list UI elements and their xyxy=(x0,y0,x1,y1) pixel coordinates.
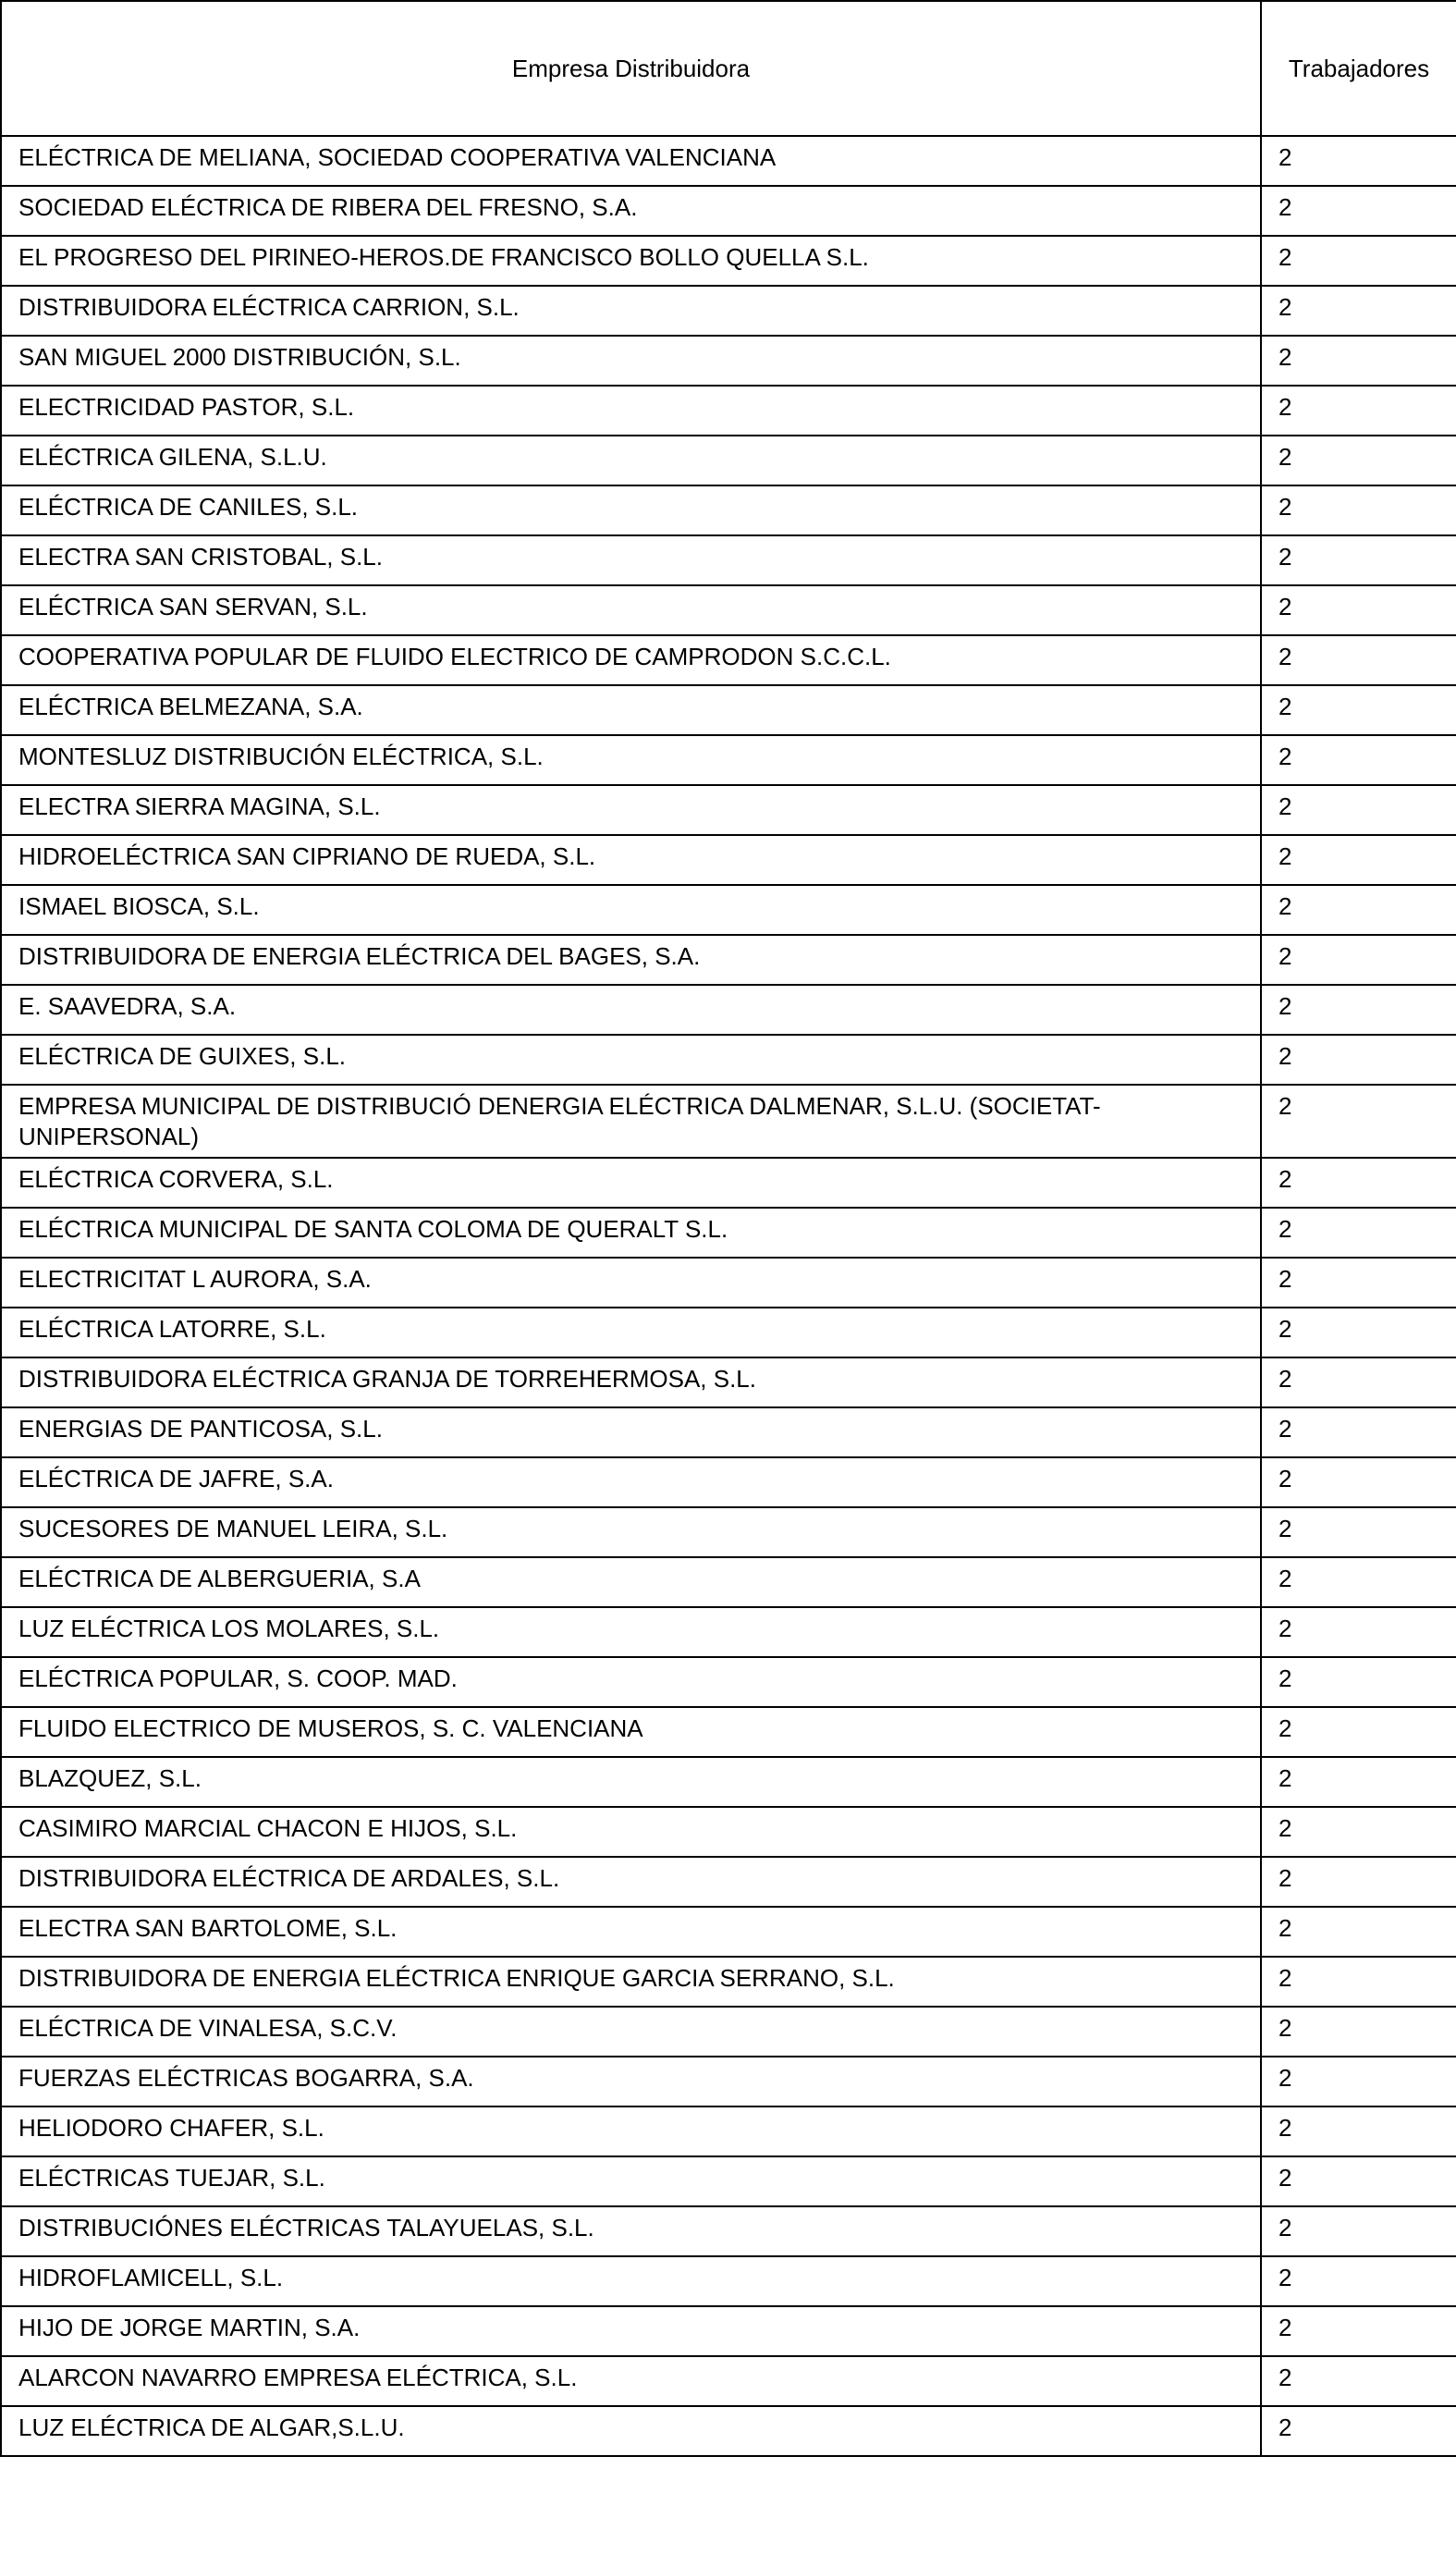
table-row xyxy=(1,2256,1456,2306)
table-row xyxy=(1,1907,1456,1957)
workers-count-cell: 2 xyxy=(1261,436,1456,485)
company-name-cell: BLAZQUEZ, S.L. xyxy=(1,1757,1261,1807)
company-name-cell: ELECTRA SIERRA MAGINA, S.L. xyxy=(1,785,1261,835)
company-name-cell: ELÉCTRICA DE JAFRE, S.A. xyxy=(1,1457,1261,1507)
company-name-cell: SUCESORES DE MANUEL LEIRA, S.L. xyxy=(1,1507,1261,1557)
company-name-cell: ELECTRA SAN BARTOLOME, S.L. xyxy=(1,1907,1261,1957)
company-name-cell: ELÉCTRICA DE GUIXES, S.L. xyxy=(1,1035,1261,1085)
table-row xyxy=(1,186,1456,236)
workers-count-cell: 2 xyxy=(1261,1557,1456,1607)
company-name-cell: EL PROGRESO DEL PIRINEO-HEROS.DE FRANCISCO BOLLO QUELLA S.L. xyxy=(1,236,1261,286)
table-row xyxy=(1,835,1456,885)
company-name-cell: ELÉCTRICA SAN SERVAN, S.L. xyxy=(1,585,1261,635)
workers-count-cell: 2 xyxy=(1261,2306,1456,2356)
workers-count-cell: 2 xyxy=(1261,635,1456,685)
company-name-cell: SOCIEDAD ELÉCTRICA DE RIBERA DEL FRESNO, S.A. xyxy=(1,186,1261,236)
workers-count-cell: 2 xyxy=(1261,985,1456,1035)
company-name-cell: CASIMIRO MARCIAL CHACON E HIJOS, S.L. xyxy=(1,1807,1261,1857)
company-name-cell: DISTRIBUIDORA ELÉCTRICA CARRION, S.L. xyxy=(1,286,1261,336)
header-company: Empresa Distribuidora xyxy=(1,1,1261,136)
company-name-cell: COOPERATIVA POPULAR DE FLUIDO ELECTRICO DE CAMPRODON S.C.C.L. xyxy=(1,635,1261,685)
table-row xyxy=(1,1607,1456,1657)
company-name-cell: ELECTRICITAT L AURORA, S.A. xyxy=(1,1258,1261,1308)
workers-count-cell: 2 xyxy=(1261,2156,1456,2206)
workers-count-cell: 2 xyxy=(1261,1707,1456,1757)
workers-count-cell: 2 xyxy=(1261,1907,1456,1957)
workers-count-cell: 2 xyxy=(1261,1507,1456,1557)
company-name-cell: FUERZAS ELÉCTRICAS BOGARRA, S.A. xyxy=(1,2057,1261,2106)
table-row xyxy=(1,2306,1456,2356)
company-name-cell: ALARCON NAVARRO EMPRESA ELÉCTRICA, S.L. xyxy=(1,2356,1261,2406)
workers-count-cell: 2 xyxy=(1261,935,1456,985)
workers-count-cell: 2 xyxy=(1261,585,1456,635)
header-workers: Trabajadores xyxy=(1261,1,1456,136)
company-name-cell: ELÉCTRICA LATORRE, S.L. xyxy=(1,1308,1261,1357)
company-name-cell: HIDROFLAMICELL, S.L. xyxy=(1,2256,1261,2306)
company-name-cell: ELÉCTRICA DE ALBERGUERIA, S.A xyxy=(1,1557,1261,1607)
workers-count-cell: 2 xyxy=(1261,1158,1456,1208)
company-name-cell: DISTRIBUIDORA DE ENERGIA ELÉCTRICA ENRIQUE GARCIA SERRANO, S.L. xyxy=(1,1957,1261,2007)
company-name-cell: HELIODORO CHAFER, S.L. xyxy=(1,2106,1261,2156)
company-name-cell: DISTRIBUIDORA ELÉCTRICA GRANJA DE TORREHERMOSA, S.L. xyxy=(1,1357,1261,1407)
workers-count-cell: 2 xyxy=(1261,2356,1456,2406)
table-row xyxy=(1,336,1456,386)
workers-count-cell: 2 xyxy=(1261,1357,1456,1407)
workers-count-cell: 2 xyxy=(1261,785,1456,835)
workers-count-cell: 2 xyxy=(1261,2406,1456,2456)
table-row xyxy=(1,1957,1456,2007)
table-row xyxy=(1,1085,1456,1158)
table-row xyxy=(1,1557,1456,1607)
workers-count-cell: 2 xyxy=(1261,336,1456,386)
company-name-cell: ELÉCTRICA MUNICIPAL DE SANTA COLOMA DE QUERALT S.L. xyxy=(1,1208,1261,1258)
company-name-cell: ELÉCTRICA GILENA, S.L.U. xyxy=(1,436,1261,485)
workers-count-cell: 2 xyxy=(1261,1857,1456,1907)
table-row xyxy=(1,236,1456,286)
company-name-cell: HIJO DE JORGE MARTIN, S.A. xyxy=(1,2306,1261,2356)
company-name-cell: MONTESLUZ DISTRIBUCIÓN ELÉCTRICA, S.L. xyxy=(1,735,1261,785)
company-name-cell: ELÉCTRICA DE CANILES, S.L. xyxy=(1,485,1261,535)
workers-count-cell: 2 xyxy=(1261,1457,1456,1507)
table-row xyxy=(1,885,1456,935)
workers-count-cell: 2 xyxy=(1261,236,1456,286)
company-name-cell: ELÉCTRICA BELMEZANA, S.A. xyxy=(1,685,1261,735)
company-name-cell: SAN MIGUEL 2000 DISTRIBUCIÓN, S.L. xyxy=(1,336,1261,386)
company-name-cell: ELÉCTRICAS TUEJAR, S.L. xyxy=(1,2156,1261,2206)
company-name-cell: ELÉCTRICA DE MELIANA, SOCIEDAD COOPERATIVA VALENCIANA xyxy=(1,136,1261,186)
table-row xyxy=(1,2106,1456,2156)
workers-count-cell: 2 xyxy=(1261,2206,1456,2256)
company-name-cell: ELÉCTRICA DE VINALESA, S.C.V. xyxy=(1,2007,1261,2057)
table-row xyxy=(1,1308,1456,1357)
company-name-cell: LUZ ELÉCTRICA LOS MOLARES, S.L. xyxy=(1,1607,1261,1657)
table-row xyxy=(1,2206,1456,2256)
workers-count-cell: 2 xyxy=(1261,1757,1456,1807)
table-row xyxy=(1,685,1456,735)
table-row xyxy=(1,2057,1456,2106)
workers-count-cell: 2 xyxy=(1261,535,1456,585)
table-row xyxy=(1,485,1456,535)
workers-count-cell: 2 xyxy=(1261,735,1456,785)
table-row xyxy=(1,1208,1456,1258)
workers-count-cell: 2 xyxy=(1261,186,1456,236)
workers-count-cell: 2 xyxy=(1261,136,1456,186)
workers-count-cell: 2 xyxy=(1261,1607,1456,1657)
workers-count-cell: 2 xyxy=(1261,685,1456,735)
table-row xyxy=(1,1757,1456,1807)
table-row xyxy=(1,535,1456,585)
table-row xyxy=(1,935,1456,985)
table-row xyxy=(1,1457,1456,1507)
company-name-cell: ELÉCTRICA POPULAR, S. COOP. MAD. xyxy=(1,1657,1261,1707)
table-row xyxy=(1,1357,1456,1407)
table-row xyxy=(1,735,1456,785)
company-name-cell: DISTRIBUCIÓNES ELÉCTRICAS TALAYUELAS, S.L. xyxy=(1,2206,1261,2256)
company-name-cell: ELÉCTRICA CORVERA, S.L. xyxy=(1,1158,1261,1208)
table-row xyxy=(1,2156,1456,2206)
table-row xyxy=(1,985,1456,1035)
table-row xyxy=(1,1857,1456,1907)
table-row xyxy=(1,635,1456,685)
company-name-cell: EMPRESA MUNICIPAL DE DISTRIBUCIÓ DENERGIA ELÉCTRICA DALMENAR, S.L.U. (SOCIETAT-UNIPERSONAL) xyxy=(1,1085,1261,1158)
workers-count-cell: 2 xyxy=(1261,2057,1456,2106)
table-row xyxy=(1,2356,1456,2406)
workers-count-cell: 2 xyxy=(1261,1035,1456,1085)
workers-count-cell: 2 xyxy=(1261,1657,1456,1707)
company-name-cell: E. SAAVEDRA, S.A. xyxy=(1,985,1261,1035)
table-row xyxy=(1,2007,1456,2057)
workers-count-cell: 2 xyxy=(1261,1957,1456,2007)
table-row xyxy=(1,1258,1456,1308)
table-row xyxy=(1,585,1456,635)
workers-count-cell: 2 xyxy=(1261,386,1456,436)
company-name-cell: ELECTRA SAN CRISTOBAL, S.L. xyxy=(1,535,1261,585)
table-row xyxy=(1,136,1456,186)
workers-count-cell: 2 xyxy=(1261,885,1456,935)
workers-count-cell: 2 xyxy=(1261,485,1456,535)
workers-count-cell: 2 xyxy=(1261,2256,1456,2306)
company-name-cell: ENERGIAS DE PANTICOSA, S.L. xyxy=(1,1407,1261,1457)
company-name-cell: HIDROELÉCTRICA SAN CIPRIANO DE RUEDA, S.L. xyxy=(1,835,1261,885)
table-row xyxy=(1,1407,1456,1457)
workers-count-cell: 2 xyxy=(1261,1085,1456,1158)
company-name-cell: LUZ ELÉCTRICA DE ALGAR,S.L.U. xyxy=(1,2406,1261,2456)
workers-count-cell: 2 xyxy=(1261,2106,1456,2156)
table-row xyxy=(1,436,1456,485)
table-row xyxy=(1,2406,1456,2456)
workers-count-cell: 2 xyxy=(1261,1308,1456,1357)
workers-count-cell: 2 xyxy=(1261,286,1456,336)
table-row xyxy=(1,1657,1456,1707)
table-header-row xyxy=(1,1,1456,136)
workers-count-cell: 2 xyxy=(1261,1407,1456,1457)
workers-count-cell: 2 xyxy=(1261,1208,1456,1258)
workers-count-cell: 2 xyxy=(1261,1258,1456,1308)
table-row xyxy=(1,386,1456,436)
table-row xyxy=(1,286,1456,336)
company-name-cell: FLUIDO ELECTRICO DE MUSEROS, S. C. VALENCIANA xyxy=(1,1707,1261,1757)
company-name-cell: ISMAEL BIOSCA, S.L. xyxy=(1,885,1261,935)
company-name-cell: DISTRIBUIDORA DE ENERGIA ELÉCTRICA DEL BAGES, S.A. xyxy=(1,935,1261,985)
workers-count-cell: 2 xyxy=(1261,835,1456,885)
table-row xyxy=(1,1707,1456,1757)
workers-count-cell: 2 xyxy=(1261,2007,1456,2057)
company-name-cell: ELECTRICIDAD PASTOR, S.L. xyxy=(1,386,1261,436)
table-row xyxy=(1,785,1456,835)
table-row xyxy=(1,1035,1456,1085)
table-row xyxy=(1,1158,1456,1208)
company-name-cell: DISTRIBUIDORA ELÉCTRICA DE ARDALES, S.L. xyxy=(1,1857,1261,1907)
table-row xyxy=(1,1807,1456,1857)
table-row xyxy=(1,1507,1456,1557)
table-body xyxy=(1,136,1456,2456)
workers-count-cell: 2 xyxy=(1261,1807,1456,1857)
